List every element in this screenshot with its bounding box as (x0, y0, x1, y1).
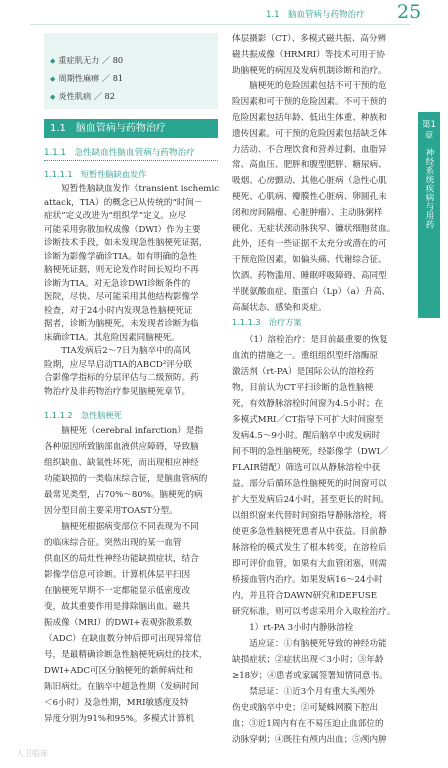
text-line: 影像学信息可诊断。计算机体层平扫因 (44, 570, 191, 580)
text-line: 医院，尽快、尽可能采用其他结构影像学 (44, 292, 199, 302)
text-line: 常、高血压、肥胖和腹型肥胖、糖尿病、 (232, 160, 387, 171)
text-line: TIA发病后2～7日为脑卒中的高风 (44, 346, 191, 356)
text-line: 助脑梗死的病因及发病机制诊断和治疗。 (232, 65, 387, 76)
text-line: 适应证：①有脑梗死导致的神经功能 (232, 639, 387, 649)
text-line: 物，目前认为CT平扫诊断的急性脑梗 (232, 383, 374, 393)
text-line: 症状”定义改进为“组织学”定义。应尽 (44, 211, 187, 221)
text-line: 号，是最精确诊断急性脑梗死病灶的技术， (44, 650, 208, 660)
text-line: 变，故其重要作用是排除脑出血。磁共 (44, 602, 191, 612)
text-line: 血流的措施之一。重组组织型纤溶酶原 (232, 351, 379, 361)
text-line: 短暂性脑缺血发作（transient ischemic (44, 184, 220, 194)
text-line: 梗死、心肌病、瓣膜性心脏病、卵圆孔未 (232, 192, 387, 202)
text-line: 多模式MRI／CT指导下可扩大时间窗至 (232, 415, 384, 425)
chapter-side-tab[interactable] (418, 112, 440, 318)
text-line: 桥接血管内治疗。如果发病16～24小时 (232, 575, 383, 585)
text-line: 振成像（MRI）的DWI+表观弥散系数 (44, 618, 193, 628)
text-line: 供血区的局灶性神经功能缺损症状，结合 (44, 554, 199, 564)
text-line: DWI+ADC可区分脑梗死的新鲜病灶和 (44, 666, 194, 676)
text-line: 脑梗死证据，则无论发作时间长短均不再 (44, 265, 199, 275)
text-line: 可能采用弥散加权成像（DWI）作为主要 (44, 224, 201, 235)
text-line: 危险因素包括年龄、低出生体重、种族和 (232, 113, 387, 123)
text-line: 激活剂（rt-PA）是国际公认的溶栓药 (232, 367, 374, 377)
text-line: 即可评价血管，如果有大血管闭塞，则需 (232, 559, 387, 569)
header-rule (30, 24, 410, 25)
text-line: 诊断为TIA。对无急诊DWI诊断条件的 (44, 278, 191, 289)
running-header-section: 1.1 脑血管病与药物治疗 (266, 10, 365, 20)
text-line: 诊断技术手段，如未发现急性脑梗死证据， (44, 238, 208, 248)
text-line: 力活动、不合理饮食和营养过剩、血脂异 (232, 144, 387, 155)
text-line: 因分型目前主要采用TOAST分型。 (44, 506, 178, 516)
text-line: 伤史或脑卒中史；②可疑蛛网膜下腔出 (232, 703, 379, 713)
heading-1-1-1-1: 1.1.1.1 短暂性脑缺血发作 (44, 169, 147, 179)
text-line: FLAIR错配）筛选可以从静脉溶栓中获 (232, 463, 381, 473)
text-line: 半胱氨酸血症、脂蛋白（Lp）（a）升高、 (232, 286, 391, 297)
text-line: 扩大至发病后24小时，甚至更长的时间。 (232, 495, 390, 505)
text-line: 体层摄影（CT）、多模式磁共振、高分辨 (232, 34, 387, 44)
text-line: 据者，诊断为脑梗死，未发现者诊断为临 (44, 319, 199, 329)
toc-item[interactable]: ◆ 重症肌无力 ／ 80 (50, 55, 124, 65)
text-line: 禁忌证：①近3个月有重大头颅外 (232, 687, 375, 697)
text-line: 物治疗及非药物治疗参见脑梗死章节。 (44, 386, 191, 397)
text-line: 遗传因素。可干预的危险因素包括缺乏体 (232, 128, 387, 139)
text-line: 磁共振成像（HRMRI）等技术可用于协 (232, 49, 385, 60)
text-line: 此外，还有一些证据不太充分或潜在的可 (232, 239, 387, 250)
text-line: 合影像学指标的分层评估与二级预防。药 (44, 373, 199, 383)
text-line: 高凝状态、感染和炎症。 (232, 302, 327, 313)
text-line: 发病4.5～9小时。醒后脑卒中或发病时 (232, 431, 381, 441)
text-line: 在脑梗死早期不一定都能显示低密度改 (44, 586, 191, 596)
diamond-bullet-icon: ◆ (50, 93, 56, 101)
text-line: 1）rt-PA 3小时内静脉溶栓 (232, 623, 354, 633)
text-line: 干预危险因素，如偏头痛、代谢综合征、 (232, 255, 387, 266)
text-line: 诊断为影像学确诊TIA。如有明确的急性 (44, 251, 197, 262)
toc-item[interactable]: ◆ 周期性麻痹 ／ 81 (50, 73, 124, 83)
toc-item[interactable]: ◆ 炎性肌病 ／ 82 (50, 91, 115, 101)
text-line: 脑梗死根据病变部位不同表现为不同 (44, 522, 199, 532)
text-line: attack，TIA）的概念已从传统的“时间－ (44, 197, 203, 208)
diamond-bullet-icon: ◆ (50, 57, 56, 65)
text-line: 硬化、无症状颈动脉狭窄、镰状细胞贫血。 (232, 223, 396, 234)
page-number: 25 (397, 1, 422, 23)
text-line: 最常见类型，占70%～80%。脑梗死的病 (44, 490, 203, 500)
heading-1-1-1: 1.1.1 急性缺血性脑血管病与药物治疗 (44, 148, 195, 158)
text-line: 的临床综合征。突然出现的某一血管 (44, 538, 182, 548)
text-line: 血；③近1周内有在不易压迫止血部位的 (232, 719, 384, 729)
heading-1-1-1-3: 1.1.1.3 治疗方案 (232, 317, 302, 327)
text-line: 组织缺血、缺氧性坏死，而出现相应神经 (44, 458, 199, 468)
text-line: 功能缺损的一类临床综合征，是脑血管病的 (44, 474, 208, 484)
text-line: 使更多急性脑梗死患者从中获益。目前静 (232, 527, 387, 537)
side-tab-chapter: 第1章 (422, 120, 436, 141)
text-line: 脑梗死（cerebral infarction）是指 (44, 426, 204, 436)
text-line: 检查，对于24小时内发现急性脑梗死证 (44, 305, 193, 316)
text-line: 闭和房间隔瘤、心脏肿瘤）、主动脉粥样 (232, 207, 383, 218)
side-tab-title: 神经系统疾病与用药 (424, 148, 434, 229)
text-line: （ADC）在缺血数分钟后即可出现异常信 (44, 634, 202, 644)
heading-rule (44, 160, 218, 161)
text-line: 异度分别为91%和95%。多模式计算机 (44, 714, 194, 724)
text-line: 饮酒、药物滥用、睡眠呼吸障碍、高同型 (232, 271, 387, 281)
text-line: 各种原因所致脑部血液供应障碍，导致脑 (44, 442, 199, 452)
text-line: 死，有效静脉溶栓时间窗为4.5小时；在 (232, 399, 384, 409)
text-line: ＜6小时）及急性期，MRI敏感度及特 (44, 698, 189, 708)
text-line: 险期，应尽早启动TIA的ABCD²评分联 (44, 359, 193, 370)
text-line: 以组织窗来代替时间窗指导静脉溶栓，将 (232, 511, 387, 521)
text-line: 缺损症状；②症状出现＜3小时；③年龄 (232, 655, 384, 665)
text-line: 间不明的急性脑梗死，经影像学（DWI／ (232, 447, 389, 457)
text-line: ≥18岁；④患者或家属签署知情同意书。 (232, 671, 388, 681)
diamond-bullet-icon: ◆ (50, 75, 56, 83)
heading-1-1-1-2: 1.1.1.2 急性脑梗死 (44, 410, 122, 420)
text-line: 益。部分后循环急性脑梗死的时间窗可以 (232, 479, 387, 489)
text-line: 脉溶栓的模式发生了根本转变，在溶栓后 (232, 543, 387, 553)
text-line: 动脉穿刺；④既往有颅内出血；⑤颅内肿 (232, 735, 387, 745)
text-line: 陈旧病灶。在脑卒中超急性期（发病时间 (44, 682, 199, 692)
text-line: 床确诊TIA。其危险因素同脑梗死。 (44, 332, 180, 343)
toc-box (44, 33, 218, 109)
text-line: 脑梗死的危险因素包括不可干预的危 (232, 81, 387, 92)
watermark-logo: 人卫临床 (16, 749, 48, 758)
text-line: 内，并且符合DAWN研究和DEFUSE (232, 591, 377, 601)
text-line: （1）溶栓治疗：是目前最重要的恢复 (232, 335, 388, 345)
text-line: 险因素和可干预的危险因素。不可干预的 (232, 97, 387, 108)
text-line: 吸烟、心房颤动、其他心脏病（急性心肌 (232, 176, 387, 187)
text-line: 研究标准，则可以考虑采用介入取栓治疗。 (232, 607, 396, 617)
section-banner: 1.1 脑血管病与药物治疗 (44, 119, 218, 138)
